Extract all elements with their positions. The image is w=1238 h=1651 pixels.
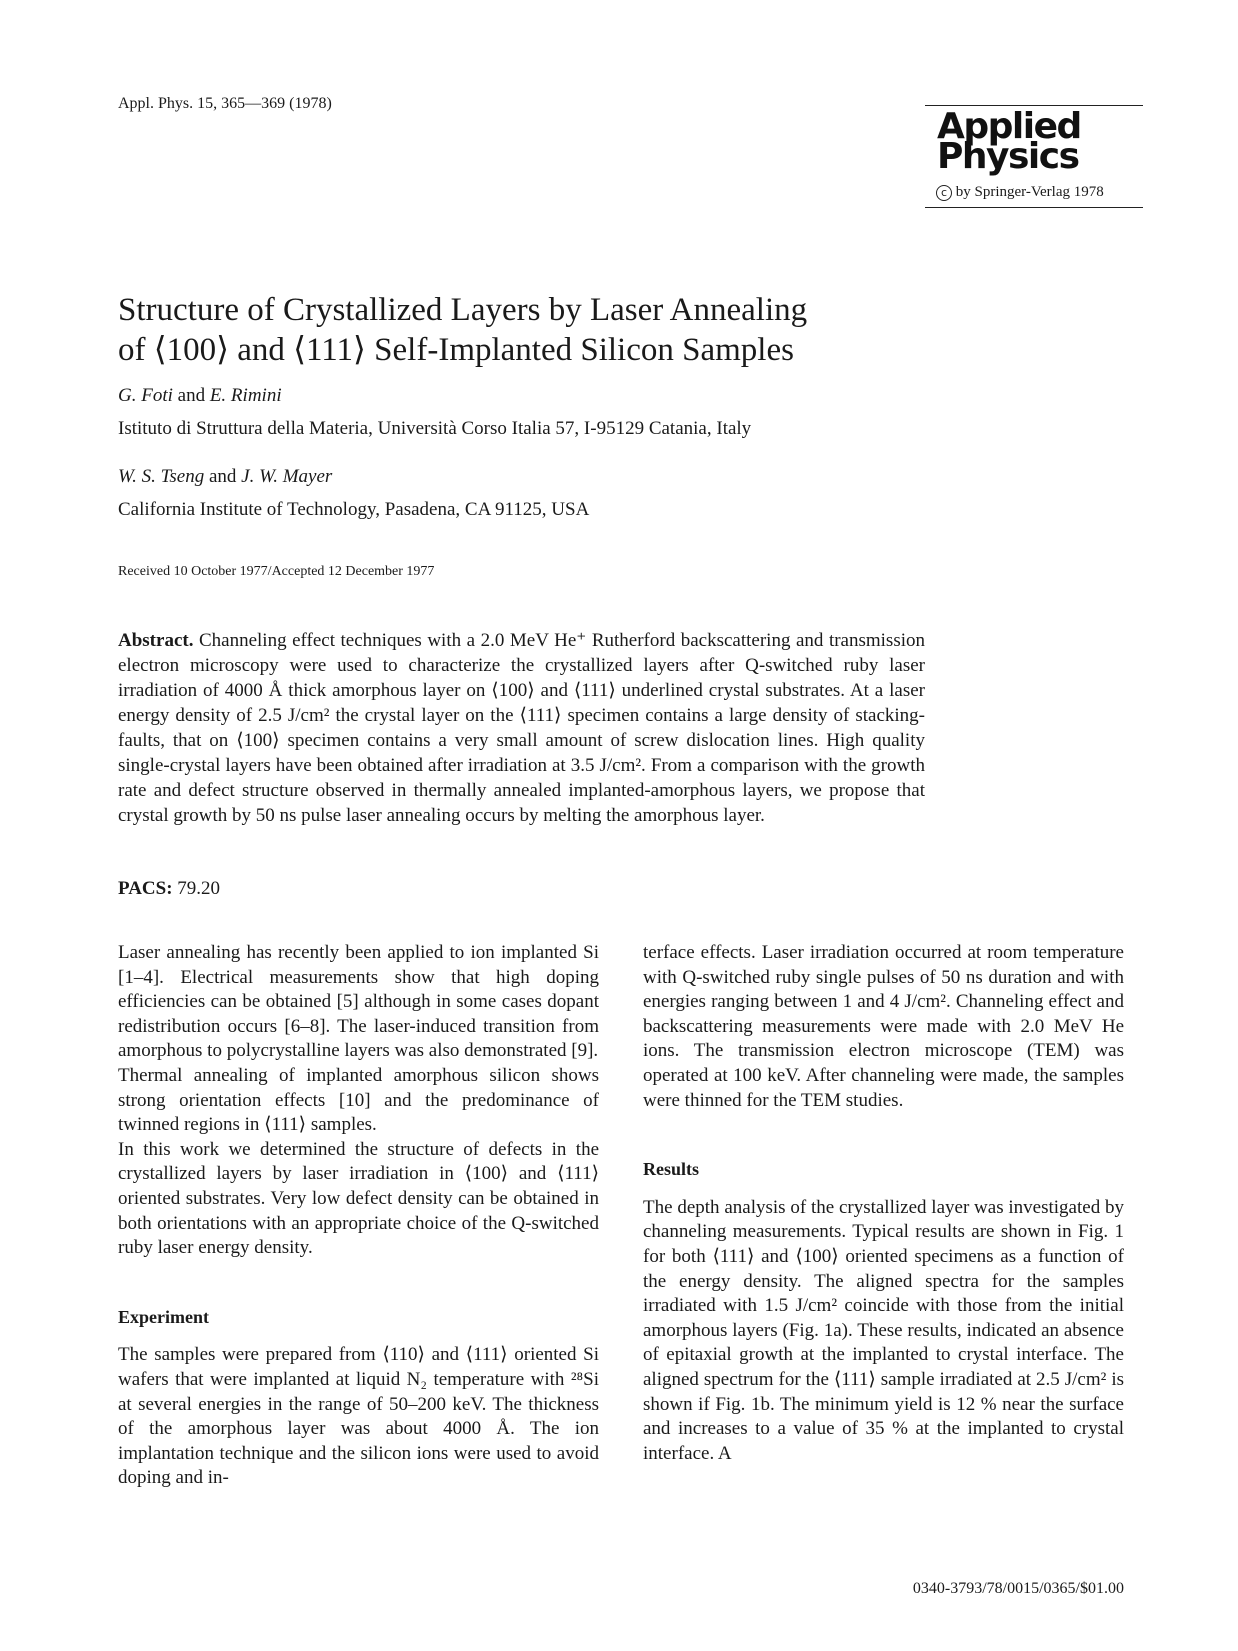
affiliation-catania: Istituto di Struttura della Materia, Università Corso Italia 57, I-95129 Catania, Italy bbox=[118, 418, 752, 439]
copyright-icon: c bbox=[936, 185, 952, 201]
logo-word-physics: Physics bbox=[937, 136, 1079, 177]
logo-bottom-rule bbox=[925, 207, 1143, 208]
section-heading-experiment: Experiment bbox=[118, 1306, 209, 1327]
results-paragraph: The depth analysis of the crystallized layer was investigated by channeling measurements. Typical results are shown in Fig. 1 for both ⟨111⟩ and ⟨100⟩ oriented specimens as a function of the energy density. The aligned spectra for the samples irradiated with 1.5 J/cm² coincide with those from the initial amorphous layers (Fig. 1a). These results, indicated an absence of epitaxial growth at the implanted to crystal interface. The aligned spectrum for the ⟨111⟩ sample irradiated at 2.5 J/cm² is shown if Fig. 1b. The minimum yield is 12 % near the surface and increases to a value of 35 % at the implanted to crystal interface. A bbox=[643, 1196, 1124, 1464]
body-column-right bbox=[643, 941, 1124, 1466]
pacs-line bbox=[118, 878, 220, 900]
author-group-1 bbox=[118, 385, 282, 407]
abstract-text: Channeling effect techniques with a 2.0 MeV He⁺ Rutherford backscattering and transmission electron microscopy were used to characterize the crystallized layers after Q-switched ruby laser irradiation of 4000 Å thick amorphous layer on ⟨100⟩ and ⟨111⟩ underlined crystal substrates. At a laser energy density of 2.5 J/cm² the crystal layer on the ⟨111⟩ specimen contains a large density of stacking-faults, that on ⟨100⟩ specimen contains a very small amount of screw dislocation lines. High quality single-crystal layers have been obtained after irradiation at 3.5 J/cm². From a comparison with the growth rate and defect structure observed in thermally annealed implanted-amorphous layers, we propose that crystal growth by 50 ns pulse laser annealing occurs by melting the amorphous layer. bbox=[118, 630, 925, 826]
section-heading-results: Results bbox=[643, 1159, 700, 1180]
body-column-left bbox=[118, 941, 599, 1491]
journal-logo bbox=[925, 105, 1143, 208]
author-foti: G. Foti bbox=[118, 385, 173, 406]
affiliation-caltech: California Institute of Technology, Pasadena, CA 91125, USA bbox=[118, 499, 590, 520]
author-group-2 bbox=[118, 466, 332, 488]
received-dates: Received 10 October 1977/Accepted 12 December 1977 bbox=[118, 564, 435, 579]
logo-word-applied: Applied bbox=[937, 106, 1081, 147]
intro-paragraph-1: Laser annealing has recently been applied to ion implanted Si [1–4]. Electrical measurements show that high doping efficiencies can be obtained [5] although in some cases dopant redistribution occurs [6–8]. The laser-induced transition from amorphous to polycrystalline layers was also demonstrated [9]. bbox=[118, 942, 599, 1062]
copyright-notice bbox=[936, 184, 1143, 201]
article-code: 0340-3793/78/0015/0365/$01.00 bbox=[912, 1580, 1124, 1597]
author-rimini: E. Rimini bbox=[209, 385, 282, 406]
author-mayer: J. W. Mayer bbox=[241, 466, 333, 487]
experiment-paragraph: The samples were prepared from ⟨110⟩ and ⟨111⟩ oriented Si wafers that were implanted at liquid N₂ temperature with ²⁸Si at several energies in the range of 50–200 keV. The thickness of the amorphous layer was about 4000 Å. The ion implantation technique and the silicon ions were used to avoid doping and in- bbox=[118, 1344, 599, 1489]
title-line-2: of ⟨100⟩ and ⟨111⟩ Self-Implanted Silicon Samples bbox=[118, 332, 794, 368]
paper-title bbox=[118, 290, 807, 370]
intro-paragraph-3: In this work we determined the structure of defects in the crystallized layers by laser irradiation in ⟨100⟩ and ⟨111⟩ oriented substrates. Very low defect density can be obtained in both orientations with an appropriate choice of the Q-switched ruby laser energy density. bbox=[118, 1138, 599, 1259]
intro-paragraph-2: Thermal annealing of implanted amorphous silicon shows strong orientation effects [10] and the predominance of twinned regions in ⟨111⟩ samples. bbox=[118, 1064, 599, 1136]
author-tseng: W. S. Tseng bbox=[118, 466, 205, 487]
copyright-text: by Springer-Verlag 1978 bbox=[955, 184, 1104, 200]
abstract-label: Abstract. bbox=[118, 630, 194, 651]
journal-citation: Appl. Phys. 15, 365—369 (1978) bbox=[118, 95, 332, 112]
author-conjunction: and bbox=[208, 466, 237, 487]
abstract bbox=[118, 628, 925, 828]
title-line-1: Structure of Crystallized Layers by Laser Annealing bbox=[118, 292, 808, 328]
experiment-paragraph-continued: terface effects. Laser irradiation occurred at room temperature with Q-switched ruby single pulses of 50 ns duration and with energies ranging between 1 and 4 J/cm². Channeling effect and backscattering measurements were made with 2.0 MeV He ions. The transmission electron microscope (TEM) was operated at 100 keV. After channeling were made, the samples were thinned for the TEM studies. bbox=[643, 942, 1124, 1111]
pacs-value: 79.20 bbox=[177, 878, 221, 899]
author-conjunction: and bbox=[177, 385, 206, 406]
pacs-label: PACS: bbox=[118, 878, 173, 899]
